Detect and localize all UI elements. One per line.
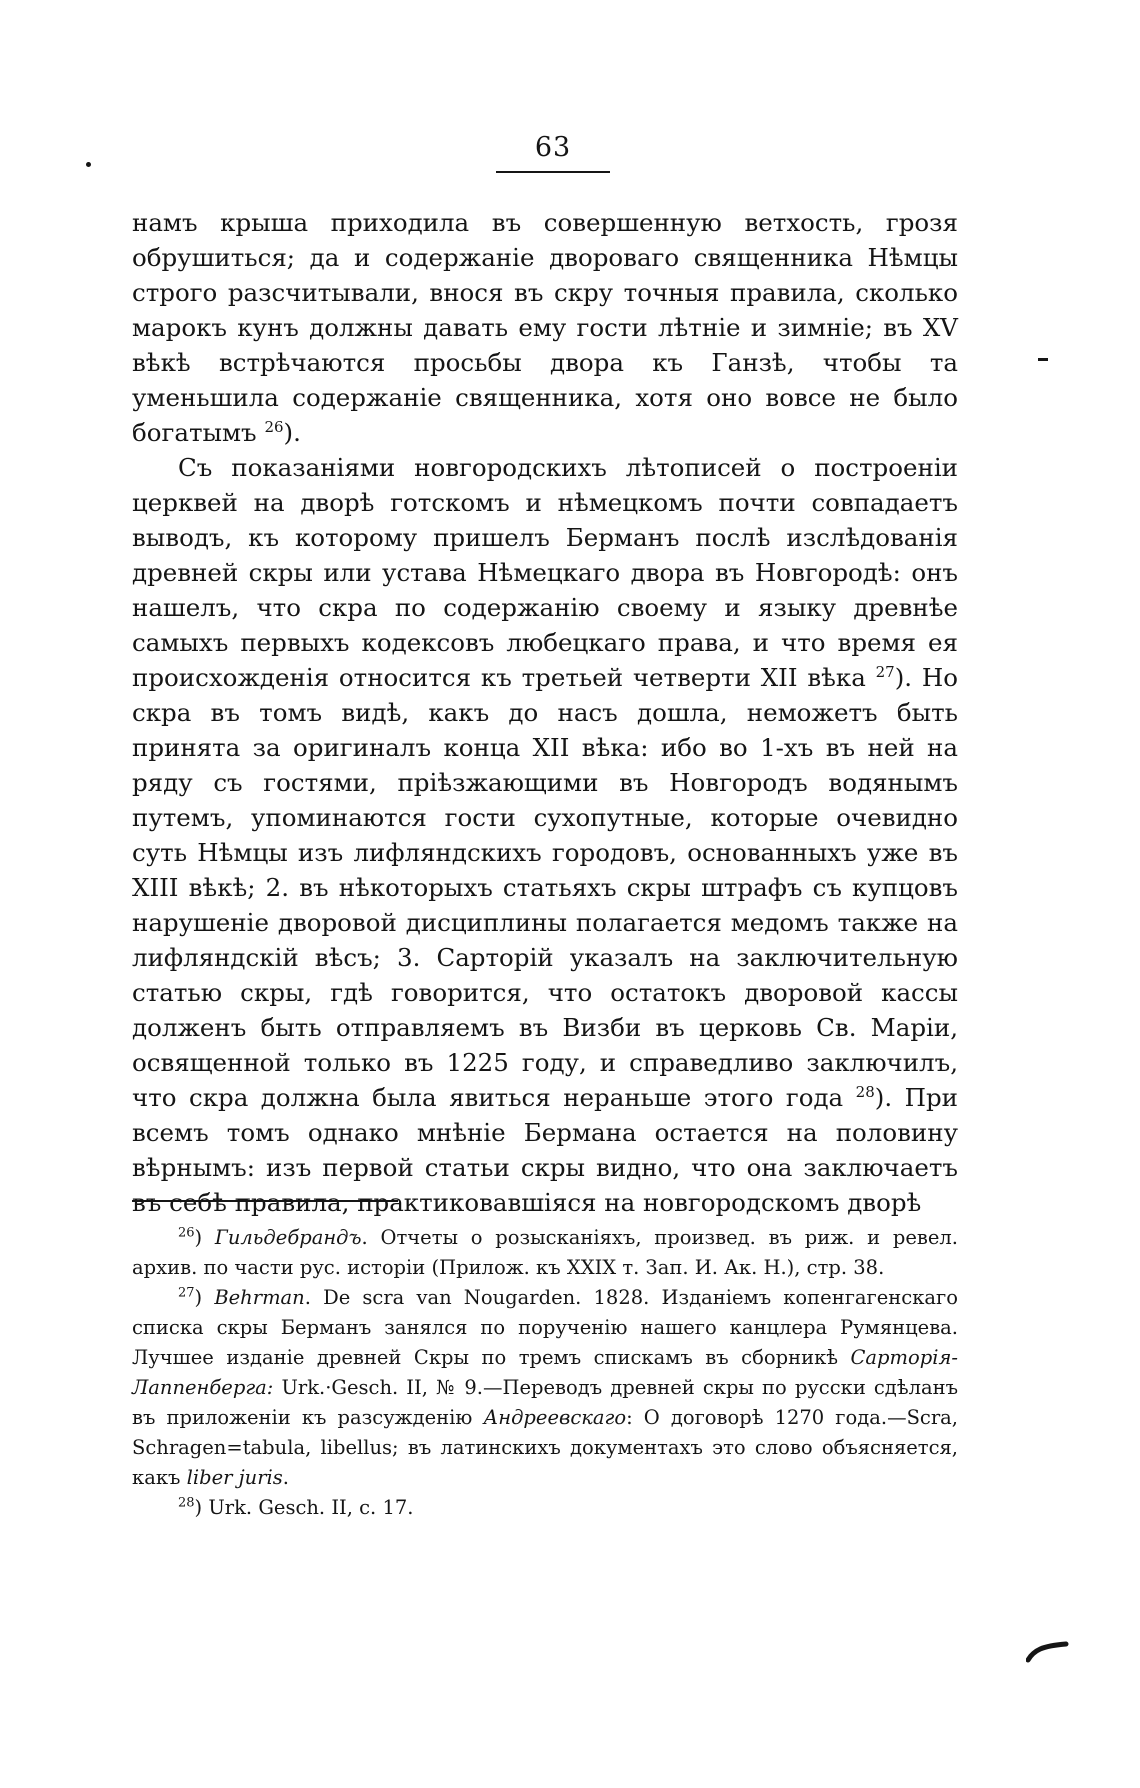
- footnote-mark: 27: [178, 1285, 195, 1301]
- footnote-text: Urk.·Gesch. II, № 9.—Переводъ древней скры по русски сдѣланъ въ приложеніи къ разсужденію: [132, 1376, 958, 1429]
- ink-smudge: [1026, 1640, 1070, 1664]
- footnote-author: Андреевскаго: [483, 1406, 627, 1429]
- footnote-text: . De scra van Nougarden. 1828. Изданіемъ копенгагенскаго списка скры Берманъ занялся по порученію нашего канцлера Румянцева. Лучшее изданіе древней Скры по тремъ спискамъ въ сборникѣ: [132, 1286, 958, 1369]
- footnote-italic: liber juris: [186, 1466, 283, 1489]
- footnote-26: $^{26}$) Гильдебрандъ. Отчеты о розысканіяхъ, произвед. въ риж. и ревел. архив. по части рус. исторіи (Прилож. къ XXIX т. Зап. И. Ак. Н.), стр. 38.: [132, 1225, 958, 1279]
- footnote-mark: 26: [178, 1225, 195, 1241]
- paragraph: Съ показаніями новгородскихъ лѣтописей о построеніи церквей на дворѣ готскомъ и нѣмецкомъ почти совпадаетъ выводъ, къ которому пришелъ Берманъ послѣ изслѣдованія древней скры или устава Нѣмецкаго двора въ Новгородѣ: онъ нашелъ, что скра по содержанію своему и языку древнѣе самыхъ первыхъ кодексовъ любецкаго права, и что время ея происхожденія относится къ третьей четверти XII вѣка $^{27}$). Но скра въ томъ видѣ, какъ до насъ дошла, неможетъ быть принята за оригиналъ конца XII вѣка: ибо во 1-хъ въ ней на ряду съ гостями, пріѣзжающими въ Новгородъ водянымъ путемъ, упоминаются гости сухопутные, которые очевидно суть Нѣмцы изъ лифляндскихъ городовъ, основанныхъ уже въ XIII вѣкѣ; 2. въ нѣкоторыхъ статьяхъ скры штрафъ съ купцовъ нарушеніе дворовой дисциплины полагается медомъ также на лифляндскій вѣсъ; 3. Сарторій указалъ на заключительную статью скры, гдѣ говорится, что остатокъ дворовой кассы долженъ быть отправляемъ въ Визби въ церковь Св. Маріи, освященной только въ 1225 году, и справедливо заключилъ, что скра должна была явиться нераньше этого года $^{28}$). При всемъ томъ однако мнѣніе Бермана остается на половину вѣрнымъ: изъ первой статьи скры видно, что она заключаетъ въ себѣ правила, практиковавшіяся на новгородскомъ дворѣ: [132, 453, 958, 1217]
- footnote-text: . Отчеты о розысканіяхъ, произвед. въ риж. и ревел. архив. по части рус. исторіи (Прилож. къ XXIX т. Зап. И. Ак. Н.), стр. 38.: [132, 1226, 958, 1279]
- ink-speck: [1038, 358, 1048, 361]
- closing-paren: ): [283, 418, 294, 447]
- footnote-text: : О договорѣ 1270 года.—Scra, Schragen=tabula, libellus; въ латинскихъ документахъ это слово объясняется, какъ: [132, 1406, 959, 1489]
- footnote-27: $^{27}$) Behrman. De scra van Nougarden. 1828. Изданіемъ копенгагенскаго списка скры Берманъ занялся по порученію нашего канцлера Румянцева. Лучшее изданіе древней Скры по тремъ спискамъ въ сборникѣ Сарторія-Лаппенберга: Urk.·Gesch. II, № 9.—Переводъ древней скры по русски сдѣланъ въ приложеніи къ разсужденію Андреевскаго: О договорѣ 1270 года.—Scra, Schragen=tabula, libellus; въ латинскихъ документахъ это слово объясняется, какъ liber juris.: [132, 1285, 959, 1489]
- paragraph-text: Съ показаніями новгородскихъ лѣтописей о построеніи церквей на дворѣ готскомъ и нѣмецкомъ почти совпадаетъ выводъ, къ которому пришелъ Берманъ послѣ изслѣдованія древней скры или устава Нѣмецкаго двора въ Новгородѣ: онъ нашелъ, что скра по содержанію своему и языку древнѣе самыхъ первыхъ кодексовъ любецкаго права, и что время ея происхожденія относится къ третьей четверти XII вѣка: [132, 453, 958, 692]
- footnote-divider: [132, 1200, 398, 1202]
- paragraph-text: . Но скра въ томъ видѣ, какъ до насъ дошла, неможетъ быть принята за оригиналъ конца XII вѣка: ибо во 1-хъ въ ней на ряду съ гостями, пріѣзжающими въ Новгородъ водянымъ путемъ, упоминаются гости сухопутные, которые очевидно суть Нѣмцы изъ лифляндскихъ городовъ, основанныхъ уже въ XIII вѣкѣ; 2. въ нѣкоторыхъ статьяхъ скры штрафъ съ купцовъ нарушеніе дворовой дисциплины полагается медомъ также на лифляндскій вѣсъ; 3. Сарторій указалъ на заключительную статью скры, гдѣ говорится, что остатокъ дворовой кассы долженъ быть отправляемъ въ Визби въ церковь Св. Маріи, освященной только въ 1225 году, и справедливо заключилъ, что скра должна была явиться нераньше этого года: [132, 663, 958, 1112]
- footnote-ref: 26: [264, 417, 284, 436]
- footnote-ref: 28: [855, 1082, 875, 1101]
- footnotes: [132, 1223, 958, 1523]
- page-number: 63: [496, 132, 610, 173]
- footnote-text: .: [282, 1466, 289, 1489]
- paragraph-text: . При всемъ томъ однако мнѣніе Бермана остается на половину вѣрнымъ: изъ первой статьи скры видно, что она заключаетъ въ себѣ правила, практиковавшіяся на новгородскомъ дворѣ: [132, 1083, 958, 1217]
- paragraph-text: намъ крыша приходила въ совершенную ветхость, грозя обрушиться; да и содержаніе двороваго священника Нѣмцы строго разсчитывали, внося въ скру точныя правила, сколько марокъ кунъ должны давать ему гости лѣтніе и зимніе; въ XV вѣкѣ встрѣчаются просьбы двора къ Ганзѣ, чтобы та уменьшила содержаніе священника, хотя оно вовсе не было богатымъ: [132, 208, 958, 447]
- footnote-text: Urk. Gesch. II, c. 17.: [202, 1496, 414, 1519]
- paragraph-tail: .: [293, 418, 301, 447]
- footnote-mark: 28: [178, 1495, 195, 1511]
- ink-speck: [86, 162, 91, 167]
- paragraph-continuation: [132, 205, 958, 450]
- footnote-author: Сарторія-Лаппенберга:: [132, 1346, 958, 1399]
- main-text: [132, 205, 958, 1220]
- footnote-author: Behrman: [214, 1286, 305, 1309]
- footnote-author: Гильдебрандъ: [214, 1226, 362, 1249]
- footnote-ref: 27: [875, 662, 895, 681]
- footnote-28: $^{28}$) Urk. Gesch. II, c. 17.: [178, 1495, 414, 1519]
